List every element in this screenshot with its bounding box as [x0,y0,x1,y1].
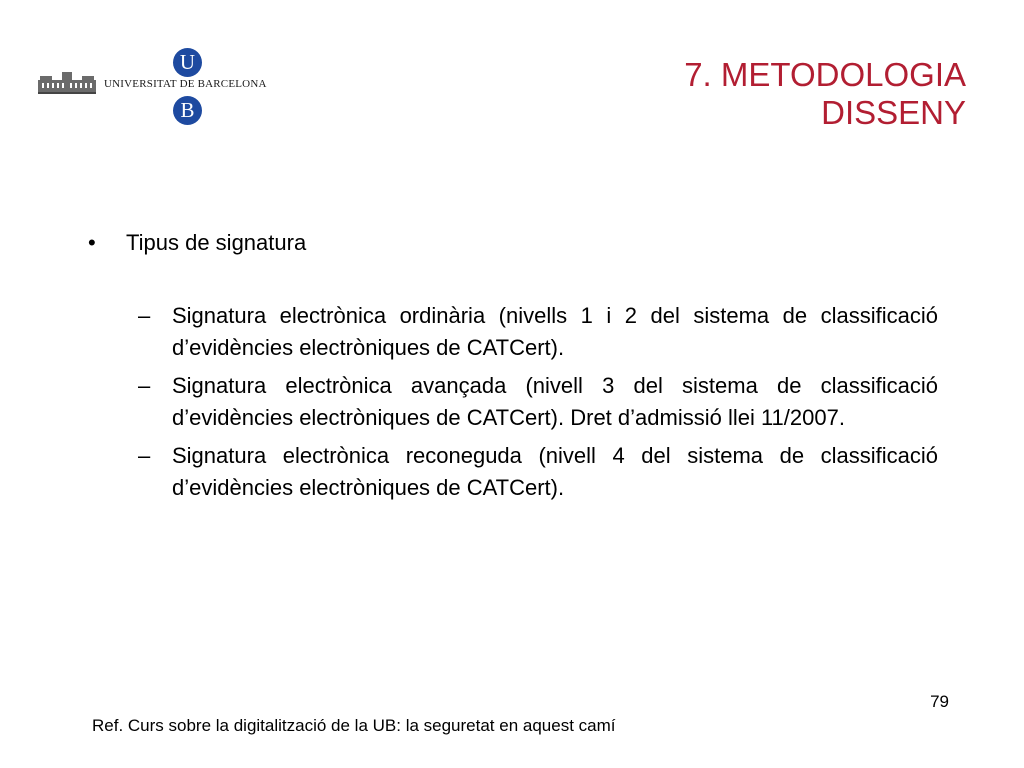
dash-mark: – [138,303,151,328]
university-building-icon [38,72,96,94]
dash-mark: – [138,373,151,398]
logo-circle-u: U [173,48,202,77]
sub-item-ordinaria [138,300,938,364]
sub-item-text: Signatura electrònica avançada (nivell 3 del sistema de classificació d’evidències electròniques de CATCert). Dret d’admissió llei 11/2007. [172,373,938,430]
sub-item-reconeguda [138,440,938,504]
sub-item-text: Signatura electrònica reconeguda (nivell 4 del sistema de classificació d’evidències electròniques de CATCert). [172,443,938,500]
slide-content [88,228,938,510]
title-line-2: DISSENY [821,94,966,131]
bullet-mark: • [88,230,96,255]
bullet-label: Tipus de signatura [126,230,307,255]
dash-mark: – [138,443,151,468]
page-number: 79 [930,692,949,711]
university-name: UNIVERSITAT DE BARCELONA [104,78,267,90]
bullet-item [88,228,938,258]
reference-note: Ref. Curs sobre la digitalització de la UB: la seguretat en aquest camí [92,716,616,735]
title-line-1: 7. METODOLOGIA [684,56,966,93]
sub-item-text: Signatura electrònica ordinària (nivells 1 i 2 del sistema de classificació d’evidències electròniques de CATCert). [172,303,938,360]
slide-title [684,56,966,132]
sub-list [138,300,938,504]
sub-item-avancada [138,370,938,434]
logo-circle-b: B [173,96,202,125]
university-logo [38,46,338,130]
